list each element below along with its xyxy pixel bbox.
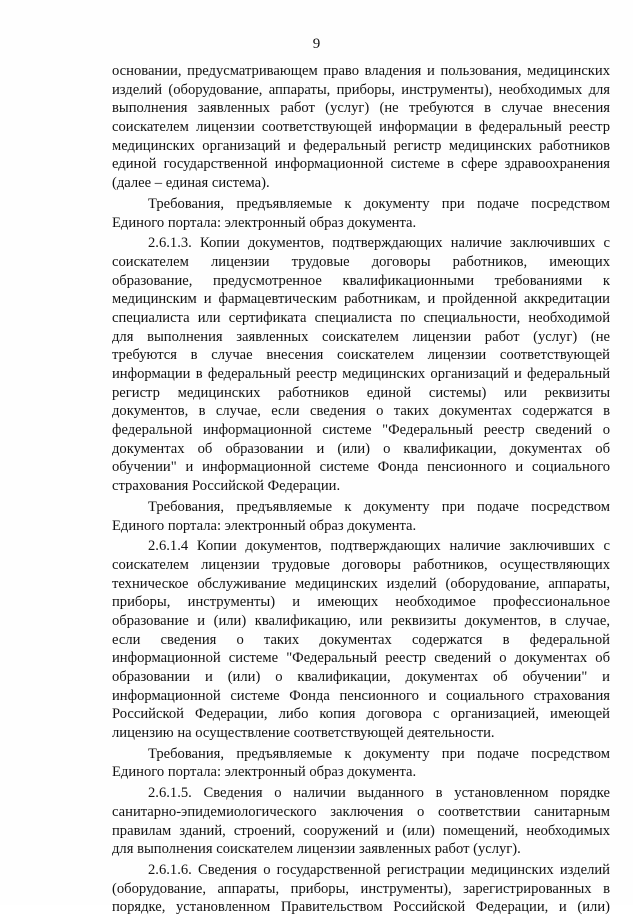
paragraph xyxy=(112,234,610,496)
text-line: для выполнения соискателем лицензии заявленных работ (услуг). xyxy=(112,841,521,858)
text-line: документов, в случае, если сведения о таких документах содержатся в xyxy=(112,403,610,420)
text-line: медицинских организаций и федеральный регистр медицинских работников xyxy=(112,137,610,154)
text-line: Российской Федерации, либо копия договора с организацией, имеющей xyxy=(112,706,610,723)
text-line: 2.6.1.4 Копии документов, подтверждающих наличие заключивших с xyxy=(148,538,610,555)
document-body xyxy=(112,62,610,917)
text-line: изделий (оборудование, аппараты, приборы, инструменты), необходимых для xyxy=(112,81,610,98)
text-line: основании, предусматривающем право владения и пользования, медицинских xyxy=(112,63,610,79)
text-line: Требования, предъявляемые к документу при подаче посредством xyxy=(148,195,610,212)
text-line: (оборудование, аппараты, приборы, инструменты), зарегистрированных в xyxy=(112,880,610,897)
text-line: Единого портала: электронный образ документа. xyxy=(112,517,417,534)
paragraph xyxy=(112,62,610,193)
text-line: если сведения о таких документах содержатся в федеральной xyxy=(112,631,610,648)
text-line: документах об образовании и (или) о квалификации, документах об xyxy=(112,440,610,457)
text-line: федеральной информационной системе "Федеральный реестр сведений о xyxy=(112,422,610,439)
text-line: информации в федеральный реестр медицинских организаций и федеральный xyxy=(112,366,610,382)
text-line: соискателем лицензии трудовые договоры работников, имеющих xyxy=(112,253,610,270)
text-line: 2.6.1.5. Сведения о наличии выданного в установленном порядке xyxy=(148,785,610,802)
text-line: соискателем лицензии соответствующей информации в федеральный реестр xyxy=(112,119,610,136)
text-line: (далее – единая система). xyxy=(112,175,270,192)
text-line: Единого портала: электронный образ документа. xyxy=(112,764,417,781)
text-line: медицинским и фармацевтическим работникам, и пройденной аккредитации xyxy=(112,291,610,308)
text-line: регистр медицинских работников единой системы) или реквизиты xyxy=(112,384,610,401)
paragraph xyxy=(112,861,610,917)
text-line: образовании и (или) о квалификации, документах об обучении" и xyxy=(112,669,610,685)
text-line: порядке, установленном Правительством Российской Федерации, и (или) xyxy=(112,899,610,916)
text-line: приборы, инструменты) и имеющих необходимое профессиональное xyxy=(112,594,610,611)
text-line: страхования Российской Федерации. xyxy=(112,478,341,495)
text-line: специалиста или сертификата специалиста по специальности, необходимой xyxy=(112,309,610,326)
paragraph xyxy=(112,784,610,859)
text-line: правилам зданий, строений, сооружений и (или) помещений, необходимых xyxy=(112,822,610,839)
text-line: техническое обслуживание медицинских изделий (оборудование, аппараты, xyxy=(112,575,610,592)
text-line: для выполнения заявленных соискателем лицензии работ (услуг) (не xyxy=(112,328,610,345)
text-line: образование, предусмотренное квалификационными требованиями к xyxy=(112,272,610,289)
text-line: выполнения заявленных работ (услуг) (не требуются в случае внесения xyxy=(112,100,610,117)
paragraph xyxy=(112,537,610,743)
text-line: единой государственной информационной системе в сфере здравоохранения xyxy=(112,156,610,173)
paragraph xyxy=(112,745,610,782)
text-line: Единого портала: электронный образ документа. xyxy=(112,214,417,231)
paragraph xyxy=(112,195,610,232)
text-line: санитарно-эпидемиологического заключения о соответствии санитарным xyxy=(112,803,610,820)
text-line: требуются в случае внесения соискателем лицензии соответствующей xyxy=(112,347,610,364)
page-number: 9 xyxy=(312,36,321,52)
text-line: Требования, предъявляемые к документу при подаче посредством xyxy=(148,498,610,515)
text-line: информационной системе "Федеральный реестр сведений о документах об xyxy=(112,650,610,667)
text-line: образование и (или) квалификацию, или реквизиты документов, в случае, xyxy=(112,612,610,629)
text-line: 2.6.1.3. Копии документов, подтверждающих наличие заключивших с xyxy=(148,235,610,252)
text-line: лицензию на осуществление соответствующей деятельности. xyxy=(112,725,495,742)
text-line: 2.6.1.6. Сведения о государственной регистрации медицинских изделий xyxy=(148,861,610,878)
text-line: информационной системе Фонда пенсионного и социального страхования xyxy=(112,687,610,704)
paragraph xyxy=(112,498,610,535)
text-line: обучении" и информационной системе Фонда пенсионного и социального xyxy=(112,459,610,476)
text-line: соискателем лицензии трудовые договоры работников, осуществляющих xyxy=(112,556,610,573)
text-line: Требования, предъявляемые к документу при подаче посредством xyxy=(148,745,610,762)
